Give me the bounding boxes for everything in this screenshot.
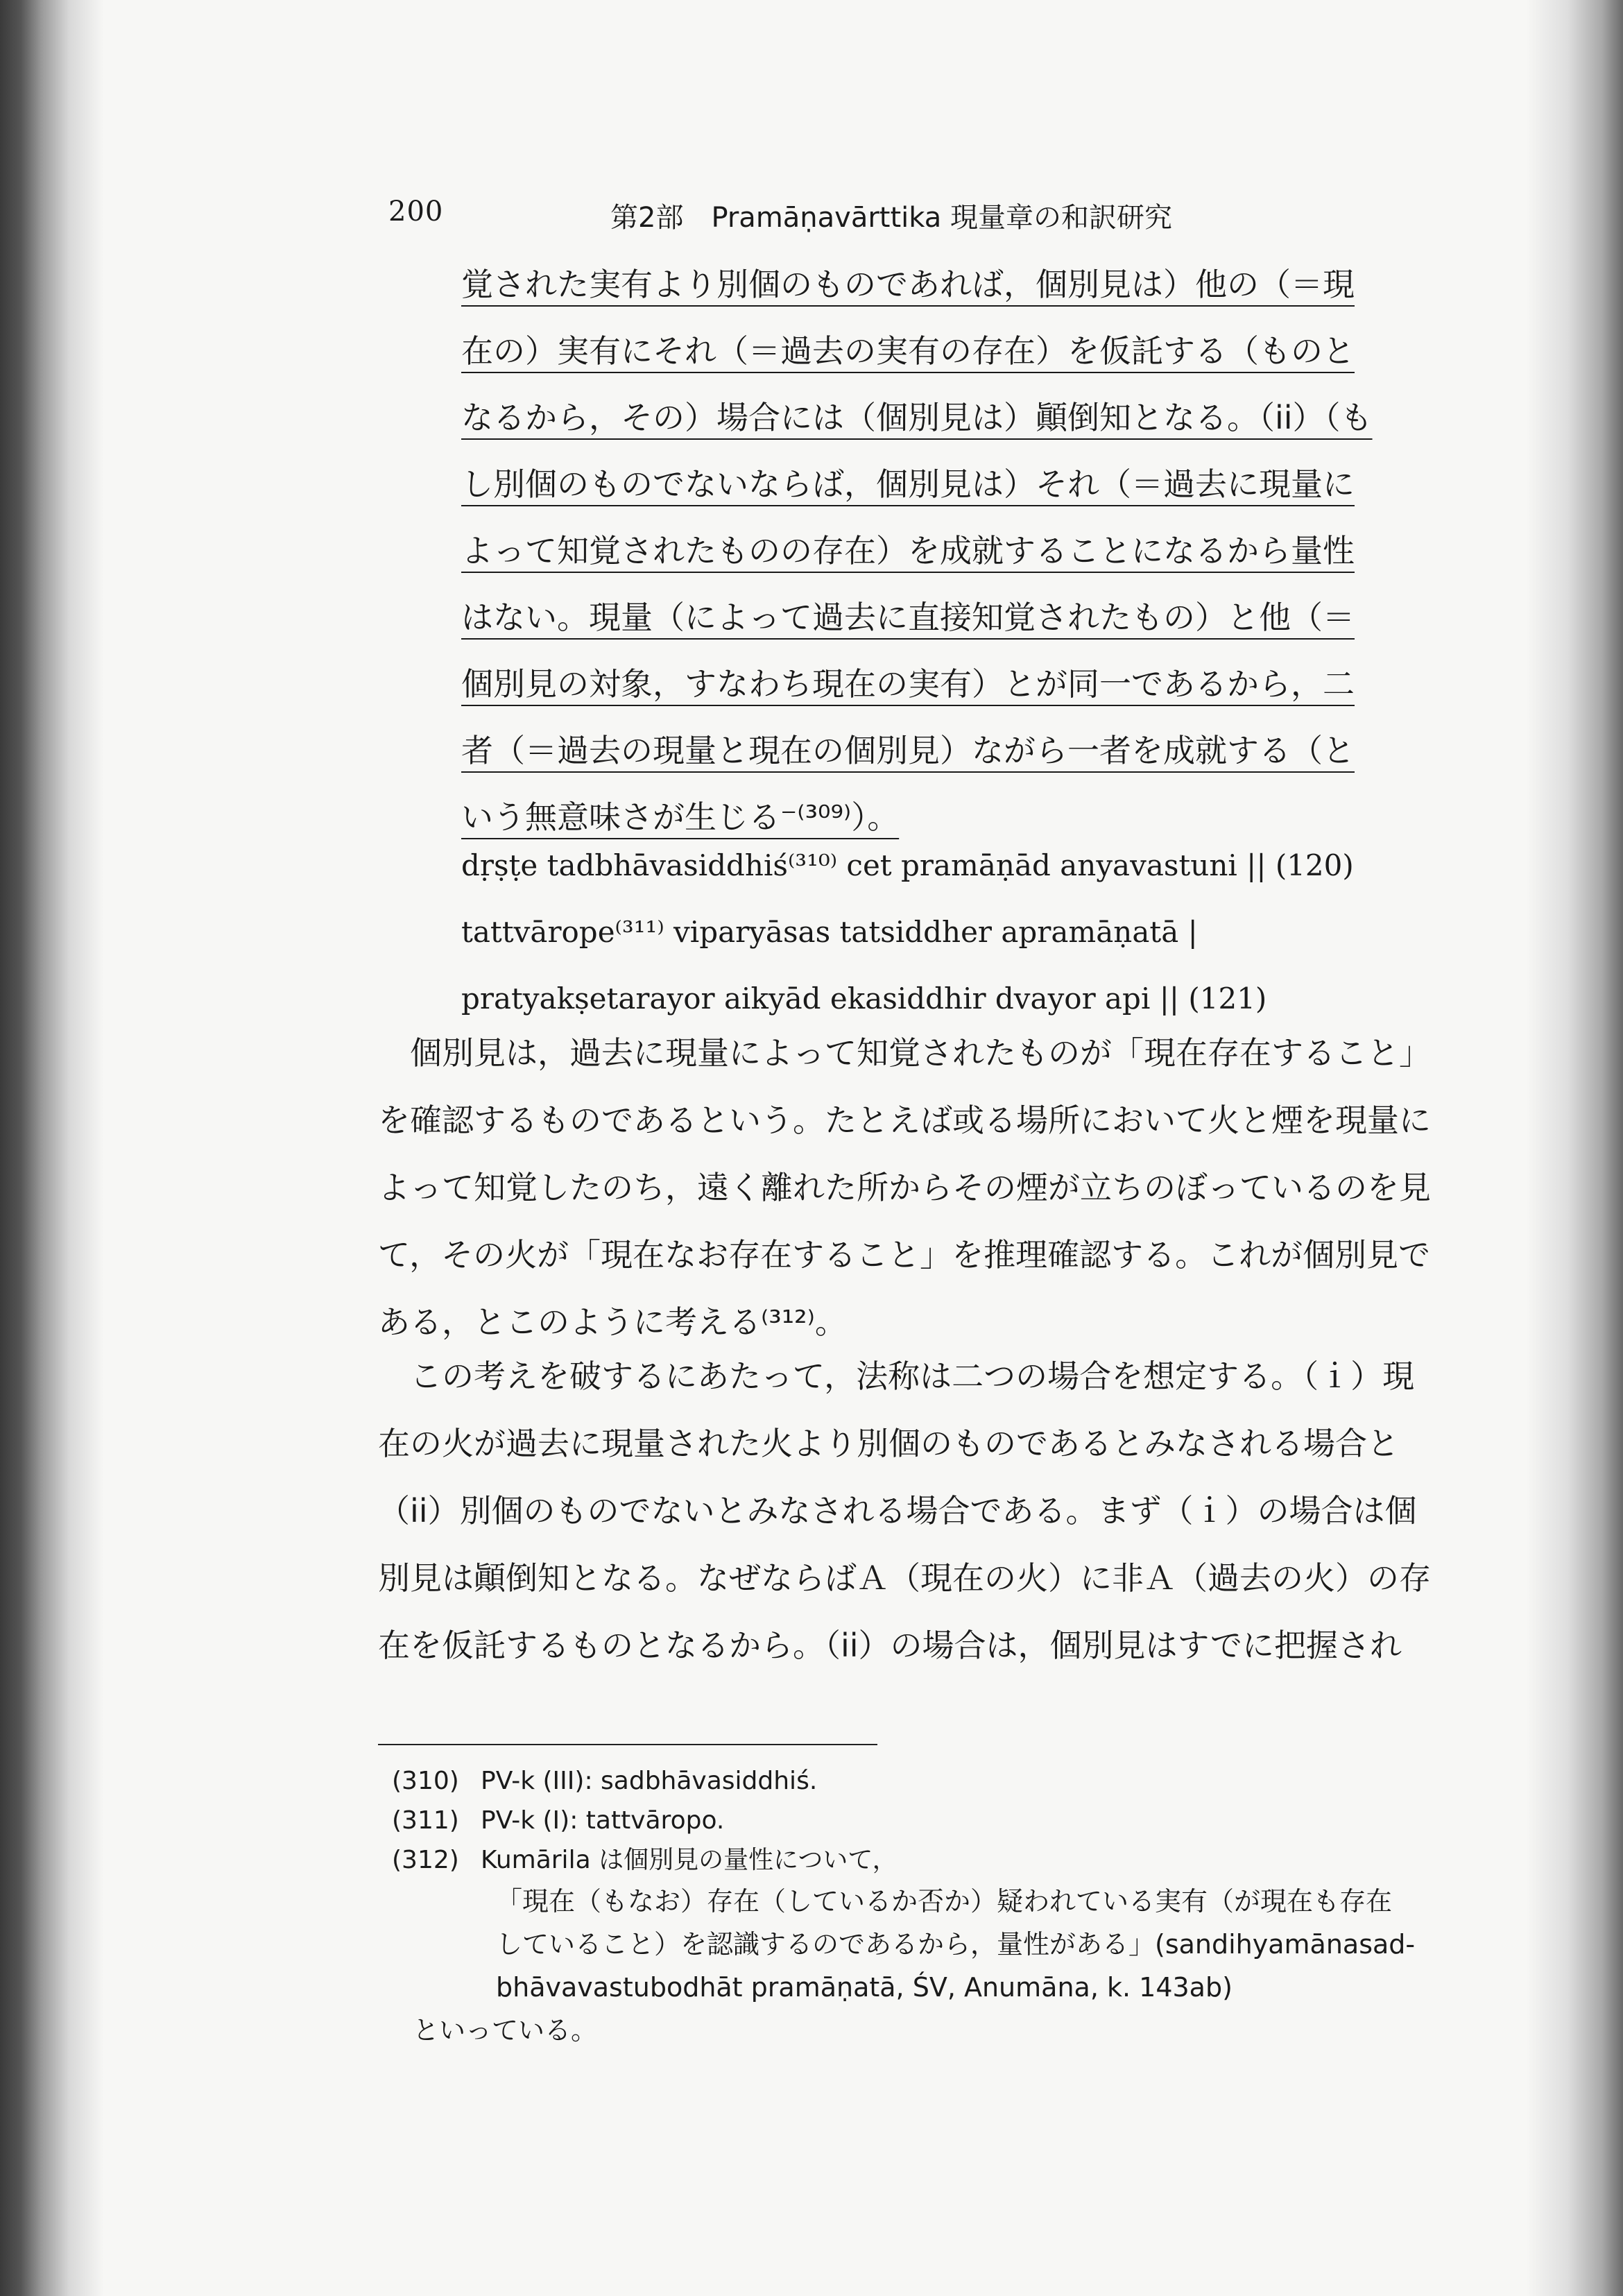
verse-line: dṛṣṭe tadbhāvasiddhiś⁽³¹⁰⁾ cet pramāṇād anyavastuni || (120) (461, 848, 1354, 882)
translation-line: 在の）実有にそれ（＝過去の実有の存在）を仮託する（ものと (461, 332, 1355, 370)
body-paragraph-1 (378, 1025, 1498, 1362)
verse-line: pratyakṣetarayor aikyād ekasiddhir dvayor api || (121) (461, 982, 1267, 1016)
footnote-divider (378, 1744, 877, 1745)
paragraph-line: 在の火が過去に現量された火より別個のものであるとみなされる場合と (378, 1425, 1399, 1462)
footnote-text: Kumārila は個別見の量性について， (481, 1846, 898, 1874)
translation-line: なるから，その）場合には（個別見は）顚倒知となる。（ii）（も (461, 399, 1373, 436)
paragraph-line: 個別見は，過去に現量によって知覚されたものが「現在存在すること」 (378, 1034, 1431, 1072)
verse-line: tattvārope⁽³¹¹⁾ viparyāsas tatsiddher apramāṇatā | (461, 915, 1198, 949)
footnote-quote-line: 「現在（もなお）存在（しているか否か）疑われている実有（が現在も存在 (496, 1886, 1393, 1917)
translation-line: いう無意味さが生じる⁻⁽³⁰⁹⁾）。 (461, 798, 900, 836)
footnotes (392, 1762, 1502, 2053)
translation-line: 者（＝過去の現量と現在の個別見）ながら一者を成就する（と (461, 732, 1355, 769)
translation-line: 個別見の対象，すなわち現在の実有）とが同一であるから，二 (461, 665, 1355, 703)
footnote-quote-line: していること）を認識するのであるから，量性がある」(sandihyamānasad- (496, 1929, 1416, 1960)
paragraph-line: ある，とこのように考える⁽³¹²⁾。 (378, 1303, 847, 1341)
page-number: 200 (388, 196, 444, 228)
footnote-number: (311) (392, 1806, 459, 1835)
sanskrit-verse (461, 839, 1432, 1039)
footnote-text: PV-k (III): sadbhāvasiddhiś. (481, 1767, 818, 1795)
footnote-closing-line: といっている。 (413, 2015, 598, 2046)
footnote-number: (312) (392, 1846, 459, 1874)
footnote-number: (310) (392, 1767, 459, 1795)
translation-line: し別個のものでないならば，個別見は）それ（＝過去に現量に (461, 465, 1355, 503)
body-paragraph-2 (378, 1348, 1498, 1685)
paragraph-line: 在を仮託するものとなるから。（ii）の場合は，個別見はすでに把握され (378, 1627, 1402, 1664)
footnote-quote-line: bhāvavastubodhāt pramāṇatā, ŚV, Anumāna, k. 143ab) (496, 1972, 1233, 2003)
paragraph-line: よって知覚したのち，遠く離れた所からその煙が立ちのぼっているのを見 (378, 1169, 1431, 1206)
paragraph-line: （ii）別個のものでないとみなされる場合である。まず（ｉ）の場合は個 (378, 1492, 1417, 1530)
translation-line: はない。現量（によって過去に直接知覚されたもの）と他（＝ (461, 599, 1355, 636)
paragraph-line: この考えを破するにあたって，法称は二つの場合を想定する。（ｉ）現 (378, 1357, 1415, 1395)
footnote-311 (392, 1801, 1502, 1841)
footnote-text: PV-k (I): tattvāropo. (481, 1806, 725, 1835)
paragraph-line: を確認するものであるという。たとえば或る場所において火と煙を現量に (378, 1102, 1431, 1139)
paragraph-line: 別見は顚倒知となる。なぜならばＡ（現在の火）に非Ａ（過去の火）の存 (378, 1559, 1431, 1597)
running-title: 第2部 Pramāṇavārttika 現量章の和訳研究 (610, 202, 1172, 234)
underlined-translation (461, 258, 1422, 857)
translation-line: よって知覚されたものの存在）を成就することになるから量性 (461, 532, 1355, 569)
paragraph-line: て，その火が「現在なお存在すること」を推理確認する。これが個別見で (378, 1236, 1431, 1274)
footnote-312 (392, 1841, 1502, 1881)
footnote-310 (392, 1762, 1502, 1801)
translation-line: 覚された実有より別個のものであれば，個別見は）他の（＝現 (461, 266, 1355, 303)
